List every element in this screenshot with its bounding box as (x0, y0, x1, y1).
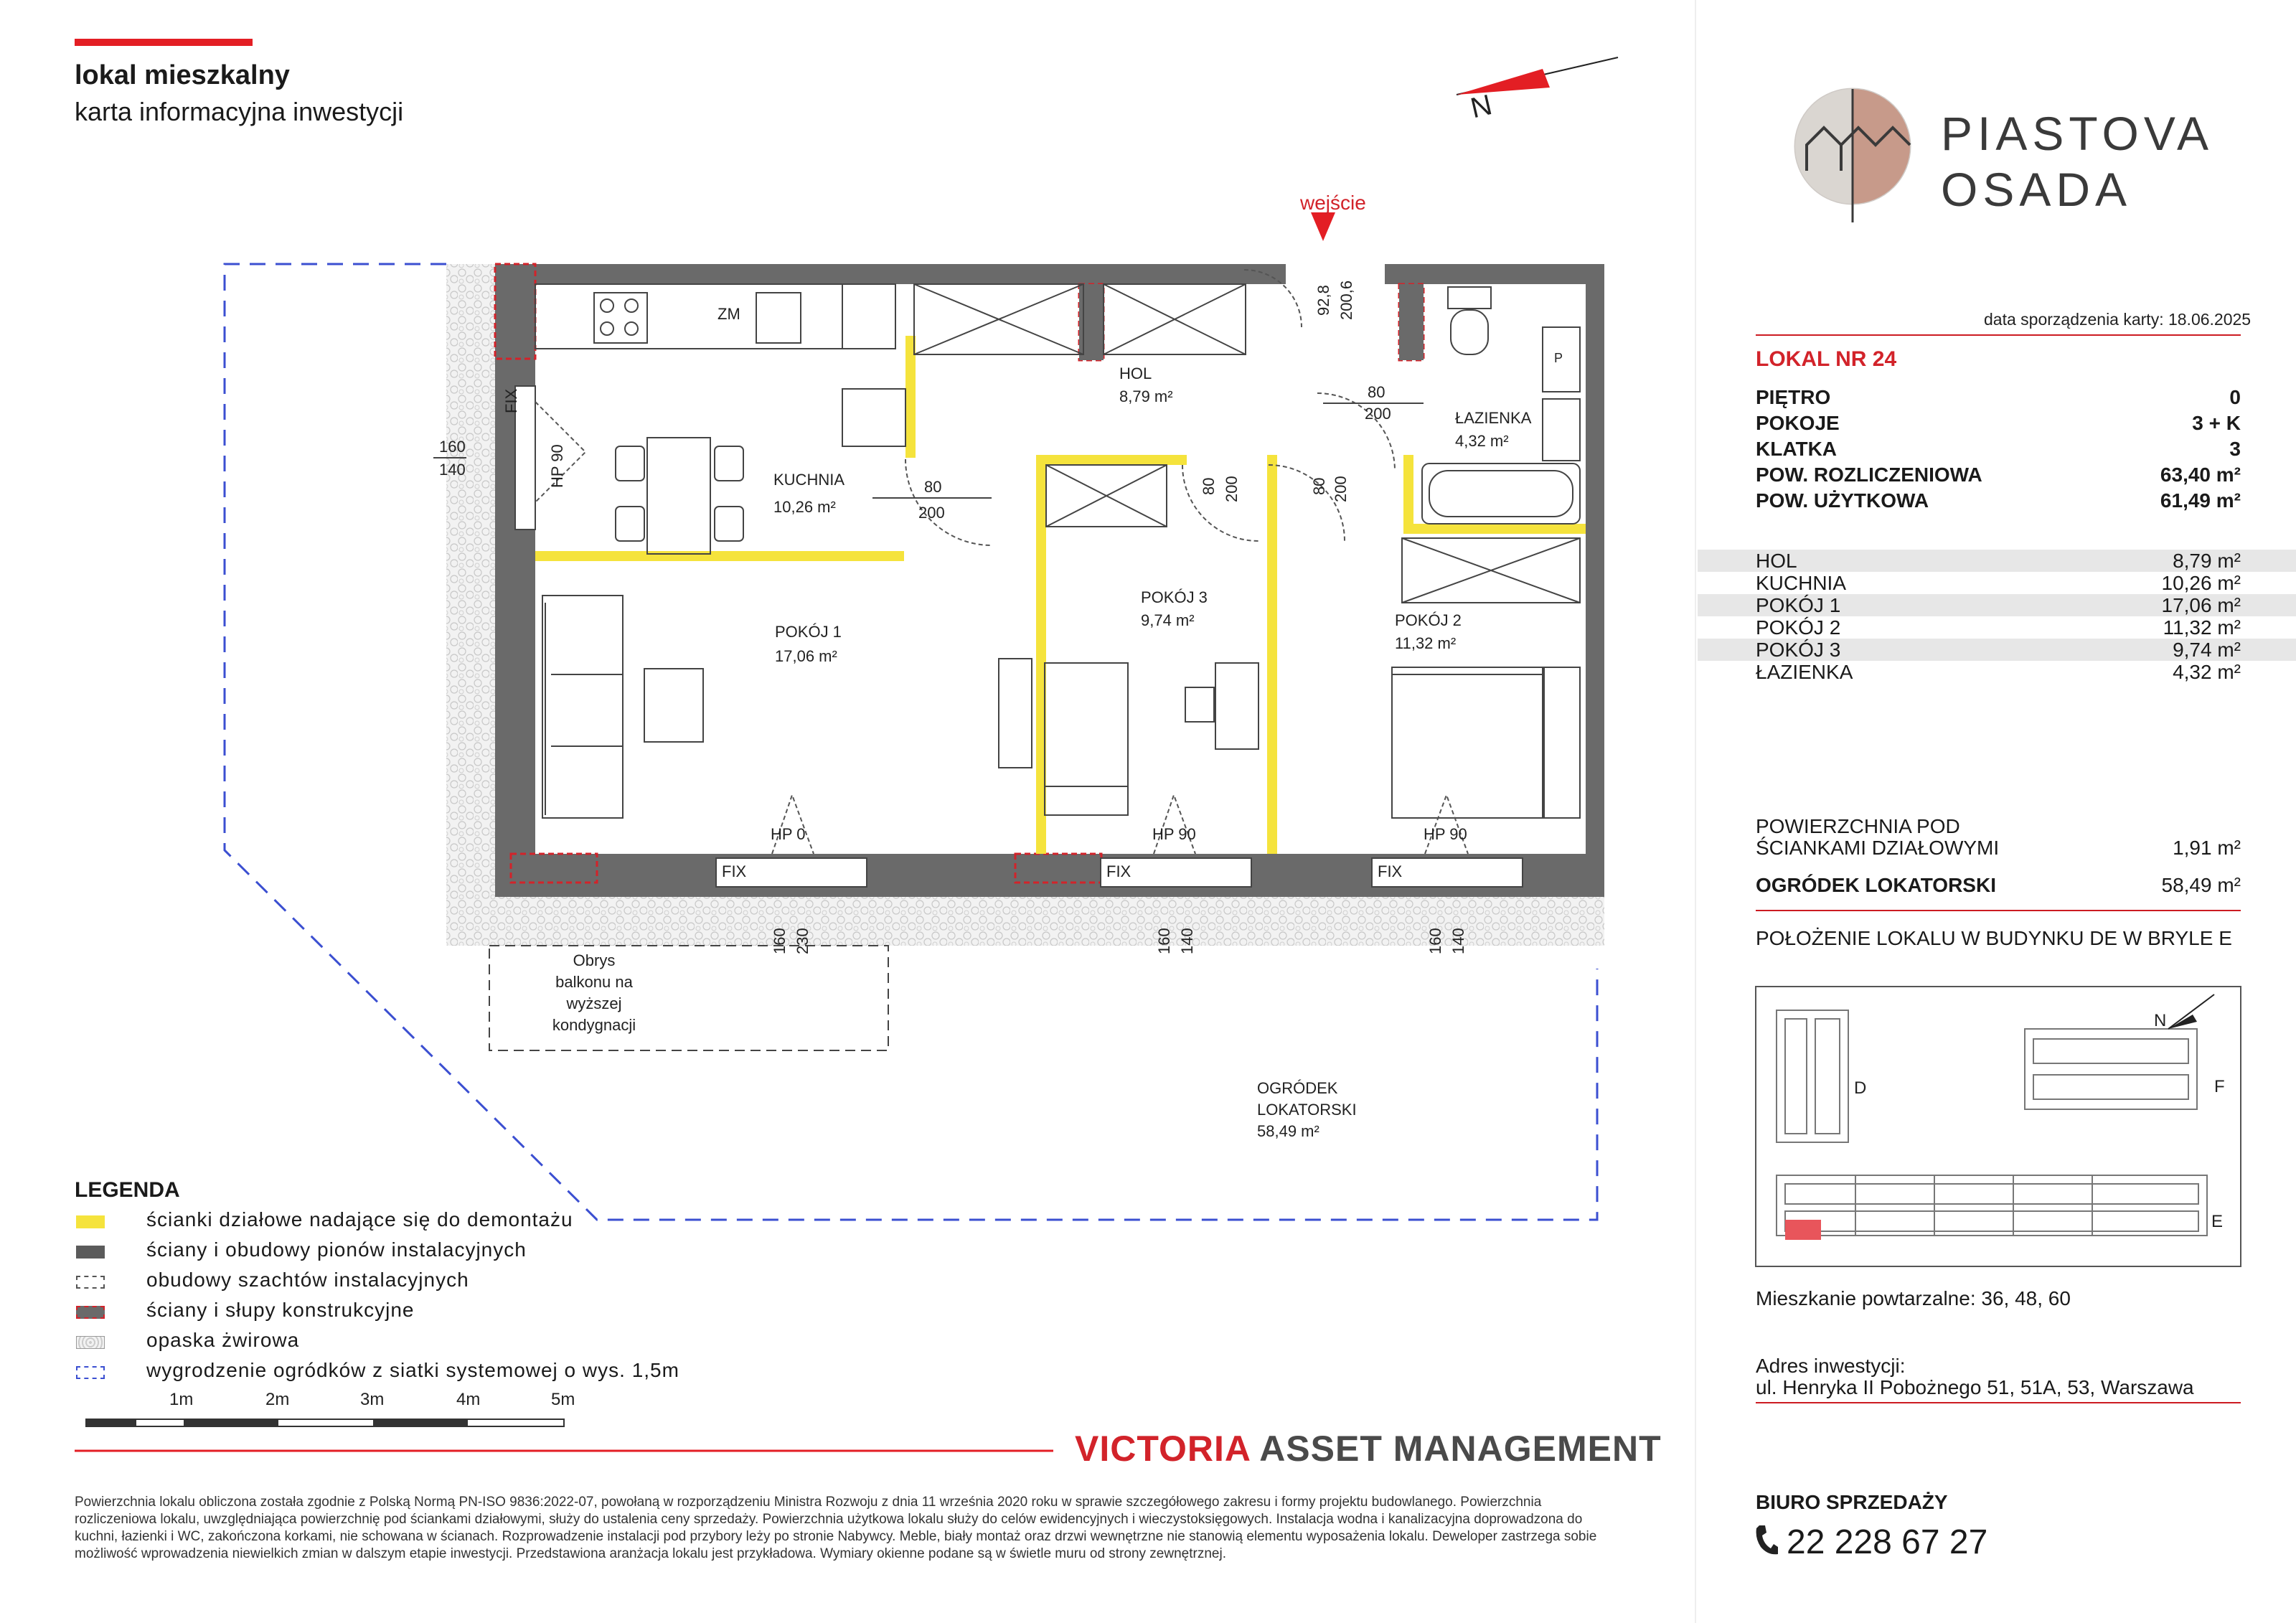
column-markers (495, 264, 1424, 883)
legal-note: Powierzchnia lokalu obliczona została zgodnie z Polską Normą PN-ISO 9836:2022-07, powołaną w rozporządzeniu Ministra Rozwoju z dnia 11 września 2020 roku w sprawie szczegółowego zakresu i formy projektu budowlanego. Powierzchnia rozliczeniowa lokalu, uwzględniająca powierzchnię pod ściankami działowymi, służy do ustalenia ceny sprzedaży. Powierzchnia użytkowa lokalu służy do celów ewidencyjnych i wieczystoksięgowych. Instalacja wodna i kanalizacyjna doprowadzona do kuchni, łazienki i WC, zakończona korkami, nie schowana w ścianach. Rozprowadzenie instalacji pod przybory leży po stronie Nabywcy. Meble, biały montaż oraz drzwi wewnętrzne nie stanowią elementu wyposażenia lokalu. Deweloper zastrzega sobie możliwość wprowadzenia niewielkich zmian w dalszym etapie inwestycji. Przedstawiona aranżacja lokalu jest przykładowa. Wymiary okienne podane są w świetle muru od strony zewnętrznej. (75, 1495, 1597, 1561)
room-row-value: 9,74 m² (2173, 639, 2241, 661)
room-row-value: 4,32 m² (2173, 661, 2241, 683)
svg-text:5m: 5m (551, 1390, 575, 1409)
room-row-value: 17,06 m² (2161, 594, 2241, 616)
svg-text:80: 80 (924, 478, 942, 496)
sofa (542, 596, 703, 818)
room-row-value: 10,26 m² (2161, 572, 2241, 594)
gravel-strip-west (446, 264, 495, 946)
room-area-hol: 8,79 m² (1119, 387, 1173, 405)
legend-swatch-fence (76, 1366, 105, 1379)
partition-area-label-line1: POWIERZCHNIA POD (1756, 815, 1960, 837)
site-letter-n: N (2154, 1011, 2167, 1030)
svg-text:2m: 2m (265, 1390, 290, 1409)
svg-text:160: 160 (771, 928, 789, 954)
summary-key-billing-area: POW. ROZLICZENIOWA (1756, 464, 1982, 486)
room-row-key: HOL (1756, 550, 1797, 572)
legend-swatch-shafts (76, 1276, 105, 1289)
garden-area-label: OGRÓDEK LOKATORSKI (1756, 874, 1996, 896)
svg-text:200,6: 200,6 (1337, 280, 1355, 320)
room-area-pokoj2: 11,32 m² (1395, 634, 1457, 652)
north-label: N (1467, 89, 1495, 125)
legend-item-fence: wygrodzenie ogródków z siatki systemowej o wys. 1,5m (146, 1359, 679, 1381)
document-title: lokal mieszkalny (75, 60, 290, 90)
svg-text:FIX: FIX (722, 862, 747, 880)
room-label-pokoj3: POKÓJ 3 (1141, 588, 1208, 606)
svg-text:230: 230 (794, 928, 811, 954)
svg-text:160: 160 (1155, 928, 1173, 954)
legend-item-install-walls: ściany i obudowy pionów instalacyjnych (146, 1238, 527, 1261)
document-subtitle: karta informacyjna inwestycji (75, 97, 404, 126)
sales-office-label: BIURO SPRZEDAŻY (1756, 1491, 1948, 1513)
phone-icon (1754, 1524, 1779, 1557)
legend-swatch-install-walls (76, 1246, 105, 1259)
svg-text:1m: 1m (169, 1390, 194, 1409)
summary-value-rooms: 3 + K (2192, 412, 2241, 434)
room-area-pokoj3: 9,74 m² (1141, 611, 1195, 629)
room-row-key: ŁAZIENKA (1756, 661, 1853, 683)
panel-rule-mid (1756, 910, 2241, 911)
summary-key-rooms: POKOJE (1756, 412, 1840, 434)
site-letter-d: D (1854, 1078, 1867, 1098)
svg-text:4m: 4m (456, 1390, 481, 1409)
svg-text:Obrys: Obrys (573, 951, 616, 969)
sales-phone[interactable]: 22 228 67 27 (1787, 1523, 1988, 1561)
scale-bar (86, 1390, 575, 1426)
summary-value-billing-area: 63,40 m² (2160, 464, 2241, 486)
svg-text:HP 90: HP 90 (548, 444, 566, 488)
svg-text:FIX: FIX (1106, 862, 1131, 880)
svg-text:80: 80 (1368, 383, 1385, 401)
bathroom-fittings (1422, 287, 1580, 524)
svg-text:HP 90: HP 90 (1152, 825, 1196, 843)
summary-value-staircase: 3 (2229, 438, 2241, 460)
panel-rule-top (1756, 334, 2241, 336)
svg-text:140: 140 (1449, 928, 1467, 954)
legend-item-partition: ścianki działowe nadające się do demontażu (146, 1208, 573, 1231)
garden-area-value: 58,49 m² (2161, 874, 2241, 896)
repeat-units: Mieszkanie powtarzalne: 36, 48, 60 (1756, 1287, 2071, 1309)
svg-text:160: 160 (439, 438, 466, 456)
room-row-key: KUCHNIA (1756, 572, 1847, 594)
north-arrow-icon (1457, 57, 1618, 124)
room-row-key: POKÓJ 1 (1756, 594, 1841, 616)
sheet-date: data sporządzenia karty: 18.06.2025 (1984, 310, 2252, 329)
partition-area-label-line2: ŚCIANKAMI DZIAŁOWYMI (1756, 837, 2000, 859)
svg-text:80: 80 (1310, 477, 1328, 495)
summary-key-staircase: KLATKA (1756, 438, 1838, 460)
site-letter-f: F (2214, 1077, 2225, 1096)
balcony-outline (489, 946, 888, 1050)
piastova-logo-icon (1792, 85, 1919, 225)
legend-item-shafts: obudowy szachtów instalacyjnych (146, 1269, 469, 1291)
address-label: Adres inwestycji: (1756, 1355, 1906, 1377)
room-labels (773, 364, 1532, 1140)
entrance-label: wejście (1300, 192, 1366, 214)
summary-key-floor: PIĘTRO (1756, 386, 1831, 408)
svg-text:balkonu na: balkonu na (555, 973, 633, 991)
svg-text:92,8: 92,8 (1314, 285, 1332, 316)
legend-swatch-partition (76, 1215, 105, 1228)
garden-label-line1: OGRÓDEK (1257, 1079, 1338, 1097)
room-area-lazienka: 4,32 m² (1455, 432, 1509, 450)
svg-text:80: 80 (1200, 477, 1218, 495)
address-value: ul. Henryka II Pobożnego 51, 51A, 53, Warszawa (1756, 1376, 2194, 1398)
svg-text:FIX: FIX (502, 388, 520, 413)
summary-key-usable-area: POW. UŻYTKOWA (1756, 489, 1929, 512)
svg-text:3m: 3m (360, 1390, 385, 1409)
svg-text:wyższej: wyższej (566, 994, 622, 1012)
svg-text:140: 140 (1178, 928, 1196, 954)
svg-text:200: 200 (1365, 405, 1391, 423)
logo-text-line1: PIASTOVA (1941, 107, 2214, 160)
dining-table (616, 438, 743, 554)
summary-value-floor: 0 (2229, 386, 2241, 408)
summary-value-usable-area: 61,49 m² (2160, 489, 2241, 512)
svg-text:HP 0: HP 0 (771, 825, 806, 843)
room-row-key: POKÓJ 2 (1756, 616, 1841, 639)
legend-swatch-structural (76, 1306, 105, 1319)
legend-item-structural: ściany i słupy konstrukcyjne (146, 1299, 415, 1321)
logo-text-line2: OSADA (1941, 163, 2132, 216)
balcony-outline-label (552, 951, 636, 1034)
room-row-value: 11,32 m² (2163, 616, 2241, 639)
room-label-pokoj2: POKÓJ 2 (1395, 611, 1462, 629)
svg-text:140: 140 (439, 461, 466, 479)
structural-walls (495, 264, 1604, 897)
legend-item-gravel: opaska żwirowa (146, 1329, 300, 1351)
double-bed (1392, 667, 1580, 818)
room-label-lazienka: ŁAZIENKA (1455, 409, 1532, 427)
site-plan-map (1755, 986, 2241, 1267)
svg-text:FIX: FIX (1378, 862, 1403, 880)
room-area-pokoj1: 17,06 m² (775, 647, 837, 665)
developer-brand: VICTORIA ASSET MANAGEMENT (1075, 1429, 1662, 1469)
site-letter-e: E (2211, 1212, 2224, 1231)
room-row-key: POKÓJ 3 (1756, 639, 1841, 661)
fridge-label: ZM (718, 305, 740, 323)
entrance-arrow-icon (1311, 212, 1335, 241)
door-swings (535, 270, 1468, 854)
room-row-value: 8,79 m² (2173, 550, 2241, 572)
garden-label-line2: LOKATORSKI (1257, 1101, 1357, 1119)
svg-text:P: P (1554, 351, 1563, 365)
unit-number: LOKAL NR 24 (1756, 347, 1897, 371)
garden-area: 58,49 m² (1257, 1122, 1319, 1140)
partition-area-value: 1,91 m² (2173, 837, 2241, 859)
svg-text:kondygnacji: kondygnacji (552, 1016, 636, 1034)
room-label-pokoj1: POKÓJ 1 (775, 623, 842, 641)
svg-text:160: 160 (1426, 928, 1444, 954)
room-label-kuchnia: KUCHNIA (773, 471, 845, 489)
svg-text:200: 200 (1223, 476, 1241, 502)
room-label-hol: HOL (1119, 364, 1152, 382)
room-area-kuchnia: 10,26 m² (773, 498, 836, 516)
svg-text:200: 200 (1332, 476, 1350, 502)
removable-partitions (535, 336, 1586, 854)
location-label: POŁOŻENIE LOKALU W BUDYNKU DE W BRYLE E (1756, 927, 2232, 949)
panel-rule-bottom (1756, 1402, 2241, 1403)
legend-swatch-gravel (76, 1336, 105, 1349)
svg-text:HP 90: HP 90 (1424, 825, 1467, 843)
legend-title: LEGENDA (75, 1178, 180, 1202)
svg-text:200: 200 (918, 504, 945, 522)
windows (515, 386, 1523, 887)
